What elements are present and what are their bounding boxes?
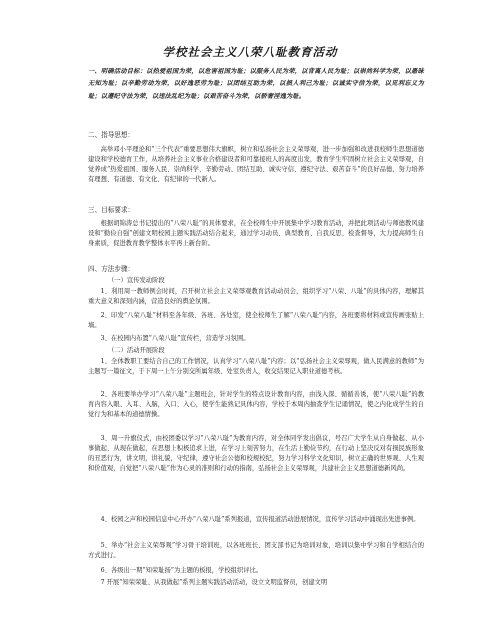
step-1-2: 2、印发“八荣八耻”材料至各年级、各班、各处室，使全校师生了解“八荣八耻”内容，各班要将材料或宣传画张贴上墙。 <box>88 312 424 329</box>
step-2-6: 6、各级出一期“知荣耻扬”为主题的板报，学校组织评比。 <box>100 567 263 574</box>
document-title: 学校社会主义八荣八耻教育活动 <box>162 45 338 59</box>
step-2-7: 7 开展“知荣荣耻、从我做起”系列主题实践活动活动，设立文明监督员，创建文明 <box>100 579 328 586</box>
section-goals: 三、目标要求： <box>88 206 135 214</box>
section-guiding-ideology: 二、指导思想： <box>88 131 135 139</box>
intro-paragraph: 一、明确活动目标：以热爱祖国为荣，以危害祖国为耻；以服务人民为荣，以背离人民为耻；以崇尚科学为荣，以愚昧无知为耻；以辛勤劳动为荣，以好逸恶劳为耻；以团结互助为荣，以损人利己为耻；以诚实守信为荣，以见利忘义为耻；以遵纪守法为荣，以违法乱纪为耻；以艰苦奋斗为荣，以骄奢淫逸为耻。 <box>88 68 424 100</box>
step-2-4: 4、校园之声和校园信息中心开办“八荣八耻”系列报道，宣传报道活动进展情况，宣传学习活动中涌现出先进事例。 <box>100 516 420 523</box>
guiding-ideology-body: 高举邓小平理论和“三个代表”重要思想伟大旗帜，树立和弘扬社会主义荣辱观，进一步加强和改进我校师生思想道德建设和学校德育工作，从培养社会主义事业合格建设者和可靠接班人的高度出发，教育学生牢固树立社会主义荣辱观，自觉养成“热爱祖国、服务人民、崇尚科学、辛勤劳动、团结互助、诚实守信、遵纪守法、艰苦奋斗”的良好品德，努力培养有理想、有道德、有文化、有纪律的一代新人。 <box>88 146 424 183</box>
step-2-3: 3、周一升旗仪式，由校团委以学习“八荣八耻”为教育内容，对全体同学发出倡议，号召广大学生从自身做起、从小事做起、从现在做起，在思想上积极追求上进，在学习上刻苦努力，在生活上勤俭节约，在行动上坚决反对有损民族形象的丑恶行为，讲文明，讲礼貌，守纪律，遵守社会公德和校规校纪，努力学习科学文化知识，树立正确的世界观、人生观和价值观，自觉把“八荣八耻”作为心灵的准则和行动的指南，弘扬社会主义荣辱观，共建社会主义思想道德新风尚。 <box>88 435 424 472</box>
phase-publicity: （一）宣传发动阶段 <box>108 277 165 284</box>
step-1-1: 1、利用周一教师例会时间，召开树立社会主义荣辱观教育活动动员会，组织学习“八荣、八耻”的具体内容，理解其重大意义和深刻内涵，营造良好的舆论氛围。 <box>88 288 424 305</box>
step-2-2: 2、各班要举办学习“八荣八耻”主题班会，针对学生的特点设计教育内容，由浅入深、循循善诱，使“八荣八耻”的教育内容入眼、入耳、入脑，入口、入心，使学生能熟记具体内容，学校于本周内抽查学生记诵情况，使之内化成学生的自觉行为和基本的道德情操。 <box>88 391 424 418</box>
step-2-1: 1、全体教职工要结合自己的工作情况，认真学习“八荣八耻”内容；以“弘扬社会主义荣辱观，做人民满意的教师”为主题写一篇征文，于下周一上午分别交所属年级、处室负责人，收交结果记入职业道德考核。 <box>88 358 424 375</box>
phase-activities: （二）活动开展阶段 <box>108 347 165 354</box>
step-1-3: 3、在校园内布置“八荣八耻”宣传栏，营造学习氛围。 <box>100 335 250 342</box>
section-methods: 四、方法步骤： <box>88 265 135 273</box>
goals-body: 根据胡锦涛总书记提出的“八荣八耻”的具体要求，在全校师生中开展集中学习教育活动，并把此项活动与师德教风建设和“勤俭自强”创建文明校园主题实践活动结合起来，通过学习动员、典型教育、自我反思、检查督导，大力提高师生自身素质，促进教育教学整体水平再上新台阶。 <box>88 220 424 247</box>
step-2-5: 5、举办“社会主义荣辱观”学习骨干培训班，以各班班长、团支部书记为培训对象，培训以集中学习和自学相结合的方式进行。 <box>88 542 424 559</box>
